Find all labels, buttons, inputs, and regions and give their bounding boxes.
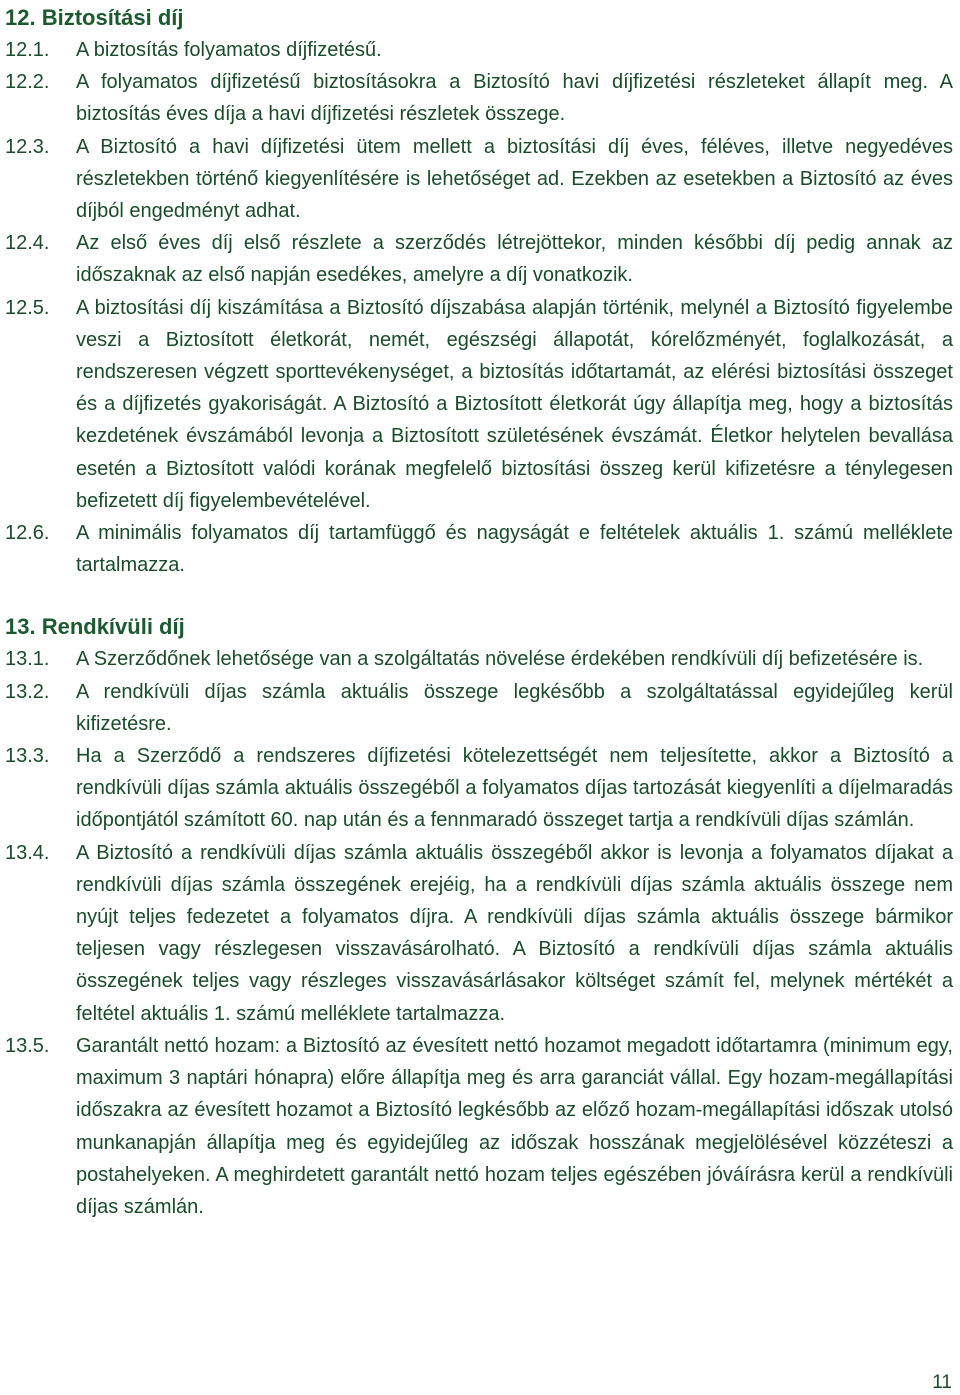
clause-item xyxy=(5,837,953,1030)
clause-number: 13.3. xyxy=(5,745,50,768)
clause-text: A Biztosító a rendkívüli díjas számla aktuális összegéből akkor is levonja a folyamatos díjakat a rendkívüli díjas számla összegének erejéig, ha a rendkívüli díjas számla aktuális összege nem nyújt teljes fedezetet a folyamatos díjra. A rendkívüli díjas számla aktuális összege bármikor teljesen vagy részlegesen visszavásárolható. A Biztosító a rendkívüli díjas számla aktuális összegének teljes vagy részleges visszavásárlásakor költséget számít fel, melynek mértékét a feltétel aktuális 1. számú melléklete tartalmazza. xyxy=(76,841,953,1025)
clause-number: 12.3. xyxy=(5,135,50,158)
clause-number: 12.1. xyxy=(5,39,50,61)
clause-number: 13.5. xyxy=(5,1034,50,1057)
clause-number: 13.4. xyxy=(5,841,50,864)
clause-text: A rendkívüli díjas számla aktuális összege legkésőbb a szolgáltatással egyidejűleg kerül kifizetésre. xyxy=(76,680,953,735)
clause-number: 12.2. xyxy=(5,71,50,94)
clause-text: Ha a Szerződő a rendszeres díjfizetési kötelezettségét nem teljesítette, akkor a Biztosító a rendkívüli díjas számla aktuális összegéből a folyamatos díjas tartozását kiegyenlíti a díjelmaradás időpontjától számított 60. nap után és a fennmaradó összeget tartja a rendkívüli díjas számlán. xyxy=(76,745,953,832)
clause-item xyxy=(5,292,953,517)
clause-item xyxy=(5,643,953,675)
clause-item xyxy=(5,1030,953,1223)
clause-item xyxy=(5,131,953,228)
document-page xyxy=(5,2,953,1223)
section-rendkivuli-dij xyxy=(5,611,953,1223)
clause-text: A Szerződőnek lehetősége van a szolgáltatás növelése érdekében rendkívüli díj befizetésére is. xyxy=(76,648,924,671)
page-number: 11 xyxy=(932,1372,952,1393)
clause-text: Az első éves díj első részlete a szerződés létrejöttekor, minden későbbi díj pedig annak az időszaknak az első napján esedékes, amelyre a díj vonatkozik. xyxy=(76,232,953,287)
section-title: 13. Rendkívüli díj xyxy=(5,614,185,640)
section-biztositasi-dij xyxy=(5,2,953,581)
clause-item xyxy=(5,66,953,130)
clause-item xyxy=(5,517,953,581)
clause-text: A biztosítás folyamatos díjfizetésű. xyxy=(76,39,382,61)
clause-number: 12.4. xyxy=(5,232,50,255)
clause-text: A folyamatos díjfizetésű biztosításokra a Biztosító havi díjfizetési részleteket állapít meg. A biztosítás éves díja a havi díjfizetési részletek összege. xyxy=(76,71,953,126)
clause-number: 13.1. xyxy=(5,648,50,671)
clause-text: A Biztosító a havi díjfizetési ütem mellett a biztosítási díj éves, féléves, illetve negyedéves részletekben történő kiegyenlítésére is lehetőséget ad. Ezekben az esetekben a Biztosító az éves díjból engedményt adhat. xyxy=(76,135,953,223)
clause-text: A biztosítási díj kiszámítása a Biztosító díjszabása alapján történik, melynél a Biztosító figyelembe veszi a Biztosított életkorát, nemét, egészségi állapotát, kórelőzményét, foglalkozását, a rendszeresen végzett sporttevékenységet, a biztosítás időtartamát, az elérési biztosítási összeget és a díjfizetés gyakoriságát. A Biztosító a Biztosított életkorát úgy állapítja meg, hogy a biztosítás kezdetének évszámából levonja a Biztosított születésének évszámát. Életkor helytelen bevallása esetén a Biztosított valódi korának megfelelő biztosítási összeg kerül kifizetésre a ténylegesen befizetett díj figyelembevételével. xyxy=(76,296,953,512)
section-title: 12. Biztosítási díj xyxy=(5,5,184,30)
clause-item xyxy=(5,227,953,291)
clause-text: Garantált nettó hozam: a Biztosító az évesített nettó hozamot megadott időtartamra (minimum egy, maximum 3 naptári hónapra) előre állapítja meg és arra garanciát vállal. Egy hozam-megállapítási időszakra az évesített hozamot a Biztosító legkésőbb az előző hozam-megállapítási időszak utolsó munkanapján állapítja meg és egyidejűleg az időszak hosszának megjelölésével közzéteszi a postahelyeken. A meghirdetett garantált nettó hozam teljes egészében jóváírásra kerül a rendkívüli díjas számlán. xyxy=(76,1034,953,1218)
clause-text: A minimális folyamatos díj tartamfüggő és nagyságát e feltételek aktuális 1. számú melléklete tartalmazza. xyxy=(76,522,953,577)
clause-number: 13.2. xyxy=(5,680,50,703)
clause-number: 12.5. xyxy=(5,296,50,319)
clause-item xyxy=(5,676,953,740)
clause-number: 12.6. xyxy=(5,522,50,545)
clause-item xyxy=(5,34,953,66)
clause-item xyxy=(5,740,953,837)
